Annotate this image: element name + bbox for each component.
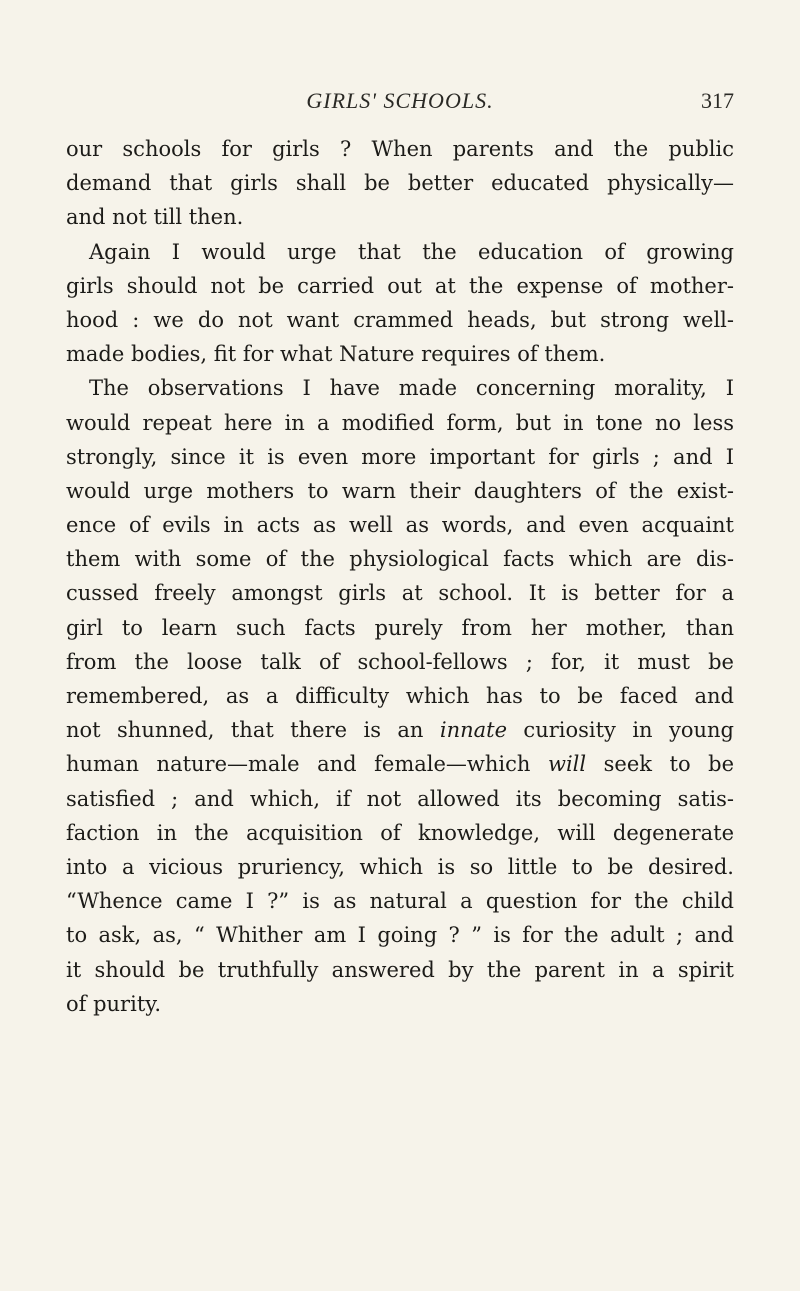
text-line: ence of evils in acts as well as words, and even acquaint bbox=[66, 513, 734, 538]
text-line: The observations I have made concerning morality, I bbox=[89, 376, 734, 401]
text-line: demand that girls shall be better educated physically— bbox=[66, 171, 734, 196]
text-line: faction in the acquisition of knowledge, will degenerate bbox=[66, 820, 734, 845]
body-text bbox=[66, 132, 734, 1021]
text-line: from the loose talk of school-fellows ; for, it must be bbox=[66, 649, 734, 674]
text-line: “Whence came I ?” is as natural a question for the child bbox=[66, 889, 734, 914]
text-line: would urge mothers to warn their daughters of the exist- bbox=[66, 478, 734, 503]
text-line: girls should not be carried out at the expense of mother- bbox=[66, 273, 734, 298]
text-line: of purity. bbox=[66, 991, 162, 1016]
text-line: our schools for girls ? When parents and the public bbox=[66, 137, 734, 161]
text-line: them with some of the physiological facts which are dis- bbox=[66, 547, 734, 572]
page-number: 317 bbox=[701, 88, 734, 113]
text-line: human nature—male and female—which will seek to be bbox=[66, 752, 734, 777]
text-line: Again I would urge that the education of growing bbox=[89, 239, 734, 264]
running-title: GIRLS' SCHOOLS. bbox=[306, 88, 494, 113]
text-line: made bodies, fit for what Nature requires of them. bbox=[66, 342, 606, 367]
text-line: satisfied ; and which, if not allowed its becoming satis- bbox=[66, 786, 734, 811]
text-line: remembered, as a difficulty which has to be faced and bbox=[66, 684, 734, 708]
text-line: to ask, as, “ Whither am I going ? ” is for the adult ; and bbox=[66, 923, 734, 948]
text-line: cussed freely amongst girls at school. It is better for a bbox=[66, 581, 734, 606]
running-head bbox=[66, 88, 734, 118]
text-line: not shunned, that there is an innate curiosity in young bbox=[66, 718, 734, 743]
text-line: girl to learn such facts purely from her mother, than bbox=[66, 615, 734, 640]
text-line: strongly, since it is even more important for girls ; and I bbox=[66, 444, 734, 469]
text-line: hood : we do not want crammed heads, but strong well- bbox=[66, 307, 734, 332]
text-line: would repeat here in a modified form, but in tone no less bbox=[66, 410, 734, 435]
text-line: it should be truthfully answered by the parent in a spirit bbox=[66, 957, 734, 982]
text-line: and not till then. bbox=[66, 205, 244, 230]
text-line: into a vicious pruriency, which is so little to be desired. bbox=[66, 854, 734, 879]
